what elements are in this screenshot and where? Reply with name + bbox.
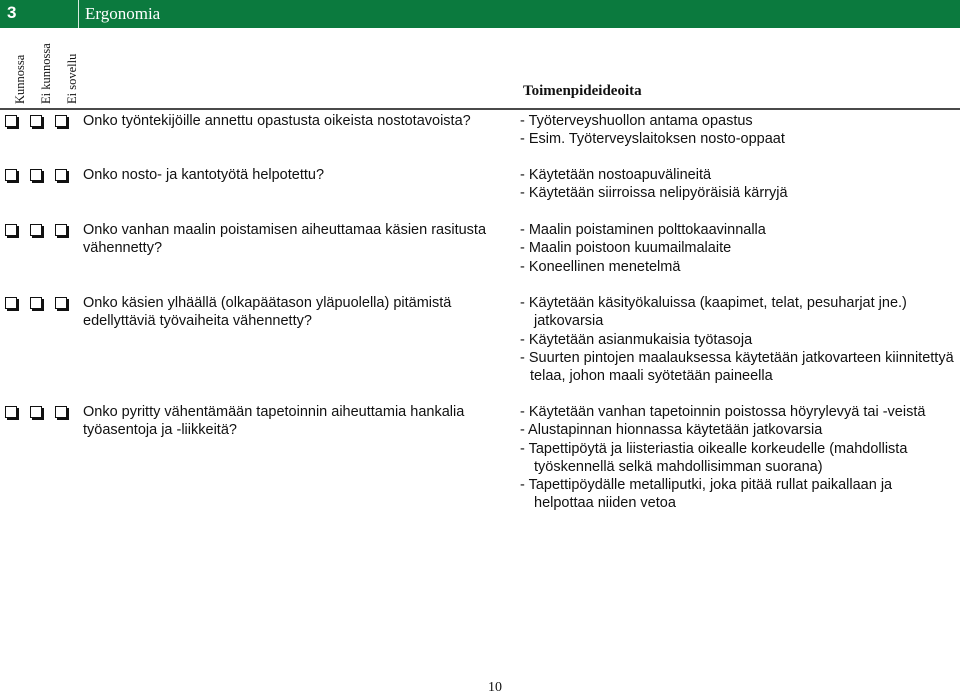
checkbox-ei-kunnossa[interactable]: [30, 297, 42, 309]
checkbox-kunnossa[interactable]: [5, 297, 17, 309]
action-list: [520, 166, 955, 203]
action-line: työskennellä selkä mahdollisimman suorana): [534, 458, 823, 475]
header-rule: [0, 108, 960, 110]
action-line: telaa, johon maali syötetään paineella: [530, 368, 773, 385]
page-number: 10: [488, 680, 502, 695]
action-list: [520, 112, 955, 149]
section-header: [0, 0, 960, 28]
action-line: - Tapettipöytä ja liisteriastia oikealle korkeudelle (mahdollista: [520, 440, 908, 457]
action-list: [520, 403, 955, 513]
action-line: - Alustapinnan hionnassa käytetään jatkovarsia: [520, 422, 823, 439]
column-header-ei-kunnossa: [29, 42, 53, 104]
action-line: - Käytetään käsityökaluissa (kaapimet, telat, pesuharjat jne.): [520, 295, 907, 311]
question-text: Onko käsien ylhäällä (olkapäätason yläpuolella) pitämistä edellyttäviä työvaiheita vähennetty?: [83, 295, 452, 329]
checkbox-kunnossa[interactable]: [5, 115, 17, 127]
action-line: - Maalin poistoon kuumailmalaite: [520, 240, 732, 257]
checkbox-kunnossa[interactable]: [5, 406, 17, 418]
checkbox-ei-kunnossa[interactable]: [30, 224, 42, 236]
action-line: - Tapettipöydälle metalliputki, joka pitää rullat paikallaan ja: [520, 477, 893, 494]
checkbox-ei-sovellu[interactable]: [55, 115, 67, 127]
action-line: - Esim. Työterveyslaitoksen nosto-oppaat: [520, 131, 785, 148]
action-list: [520, 294, 955, 385]
question-text: Onko nosto- ja kantotyötä helpotettu?: [83, 167, 325, 183]
column-label: Ei kunnossa: [39, 43, 53, 104]
action-line: - Käytetään asianmukaisia työtasoja: [520, 331, 753, 348]
checkbox-ei-sovellu[interactable]: [55, 297, 67, 309]
checkbox-ei-sovellu[interactable]: [55, 406, 67, 418]
action-line: - Käytetään siirroissa nelipyöräisiä kärryjä: [520, 185, 788, 202]
checkbox-ei-sovellu[interactable]: [55, 169, 67, 181]
column-label: Kunnossa: [13, 54, 27, 104]
actions-heading: Toimenpideideoita: [523, 83, 642, 99]
checkbox-ei-sovellu[interactable]: [55, 224, 67, 236]
checkbox-kunnossa[interactable]: [5, 169, 17, 181]
column-label: Ei sovellu: [65, 53, 79, 104]
checkbox-kunnossa[interactable]: [5, 224, 17, 236]
question-text: Onko pyritty vähentämään tapetoinnin aiheuttamia hankalia työasentoja ja -liikkeitä?: [83, 404, 465, 438]
column-header-kunnossa: [3, 42, 27, 104]
action-line: - Käytetään nostoapuvälineitä: [520, 167, 712, 183]
section-number: 3: [7, 3, 17, 22]
action-line: - Maalin poistaminen polttokaavinnalla: [520, 222, 766, 238]
action-line: jatkovarsia: [534, 313, 604, 330]
checkbox-ei-kunnossa[interactable]: [30, 406, 42, 418]
question-text: Onko vanhan maalin poistamisen aiheuttamaa käsien rasitusta vähennetty?: [83, 222, 487, 256]
section-title: Ergonomia: [85, 4, 161, 23]
action-line: - Suurten pintojen maalauksessa käytetään jatkovarteen kiinnitettyä: [520, 349, 954, 366]
column-header-ei-sovellu: [55, 42, 79, 104]
action-line: - Käytetään vanhan tapetoinnin poistossa höyrylevyä tai -veistä: [520, 404, 926, 420]
action-line: - Työterveyshuollon antama opastus: [520, 113, 753, 129]
action-list: [520, 221, 955, 276]
checkbox-ei-kunnossa[interactable]: [30, 115, 42, 127]
checkbox-ei-kunnossa[interactable]: [30, 169, 42, 181]
question-text: Onko työntekijöille annettu opastusta oikeista nostotavoista?: [83, 113, 471, 129]
action-line: helpottaa niiden vetoa: [534, 495, 676, 512]
header-divider: [78, 0, 79, 28]
action-line: - Koneellinen menetelmä: [520, 258, 681, 275]
